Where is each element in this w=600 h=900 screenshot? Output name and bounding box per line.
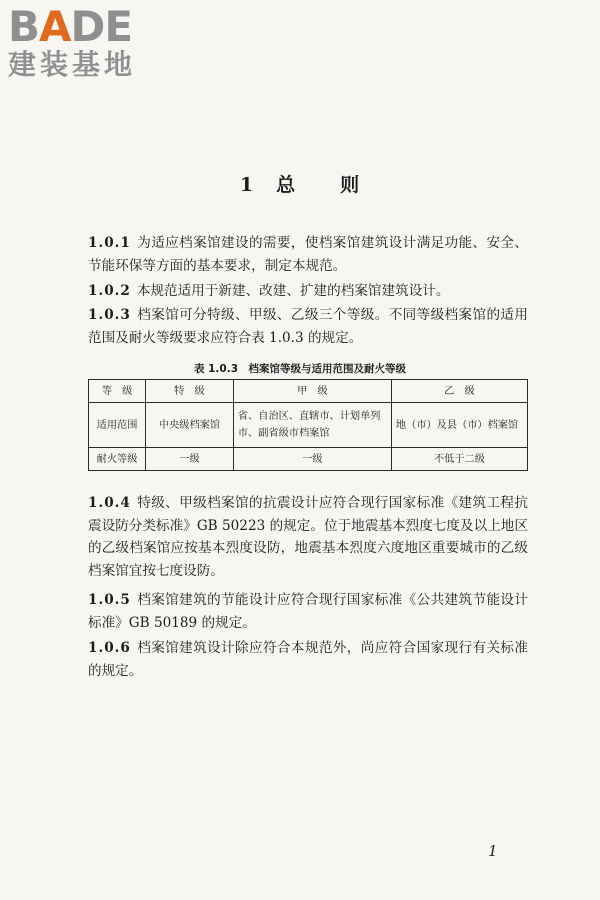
grade-table: [88, 379, 528, 471]
table-cell: 省、自治区、直辖市、计划单列市、副省级市档案馆: [233, 403, 391, 448]
logo-wordmark: BADE: [8, 2, 133, 51]
table-header-cell: 乙 级: [391, 380, 527, 403]
table-cell: 耐火等级: [89, 448, 146, 471]
logo: [8, 4, 178, 82]
table-row: [89, 448, 528, 471]
clause-1-0-4: [88, 492, 528, 582]
table-header-row: [89, 380, 528, 403]
logo-subtitle: 建装基地: [8, 48, 137, 81]
table-header-cell: 等 级: [89, 380, 146, 403]
table-cell: 一级: [146, 448, 234, 471]
clause-1-0-3: [88, 304, 528, 349]
clause-number: 1.0.3: [88, 307, 131, 323]
table-caption: 表 1.0.3 档案馆等级与适用范围及耐火等级: [193, 363, 407, 375]
table-cell: 中央级档案馆: [146, 403, 234, 448]
clause-1-0-6: [88, 637, 528, 682]
clause-text: 特级、甲级档案馆的抗震设计应符合现行国家标准《建筑工程抗震设防分类标准》GB 50223 的规定。位于地震基本烈度七度及以上地区的乙级档案馆应按基本烈度设防，地震基本烈度六度地区重要城市的乙级档案馆宜按七度设防。: [88, 495, 528, 579]
clause-1-0-5: [88, 589, 528, 634]
chapter-heading: [0, 170, 600, 197]
table-row: [89, 403, 528, 448]
clause-text: 档案馆可分特级、甲级、乙级三个等级。不同等级档案馆的适用范围及耐火等级要求应符合表 1.0.3 的规定。: [88, 307, 528, 346]
page-number: 1: [488, 842, 498, 860]
clause-1-0-1: [88, 232, 528, 277]
clause-text: 档案馆建筑的节能设计应符合现行国家标准《公共建筑节能设计标准》GB 50189 的规定。: [88, 592, 528, 631]
clause-number: 1.0.5: [88, 592, 131, 608]
table-header-cell: 特 级: [146, 380, 234, 403]
clause-number: 1.0.6: [88, 640, 131, 656]
table-cell: 地（市）及县（市）档案馆: [391, 403, 527, 448]
clause-number: 1.0.4: [88, 495, 131, 511]
table-cell: 一级: [233, 448, 391, 471]
chapter-title-b: 则: [340, 174, 361, 196]
chapter-number: 1: [239, 174, 255, 196]
clause-text: 档案馆建筑设计除应符合本规范外，尚应符合国家现行有关标准的规定。: [88, 640, 528, 679]
clause-1-0-2: [88, 280, 528, 303]
clause-text: 为适应档案馆建设的需要，使档案馆建筑设计满足功能、安全、节能环保等方面的基本要求，制定本规范。: [88, 235, 528, 274]
table-cell: 适用范围: [89, 403, 146, 448]
table-cell: 不低于二级: [391, 448, 527, 471]
table-header-cell: 甲 级: [233, 380, 391, 403]
clause-number: 1.0.2: [88, 283, 131, 299]
clause-text: 本规范适用于新建、改建、扩建的档案馆建筑设计。: [136, 283, 450, 299]
clause-number: 1.0.1: [88, 235, 131, 251]
chapter-title-a: 总: [276, 174, 297, 196]
